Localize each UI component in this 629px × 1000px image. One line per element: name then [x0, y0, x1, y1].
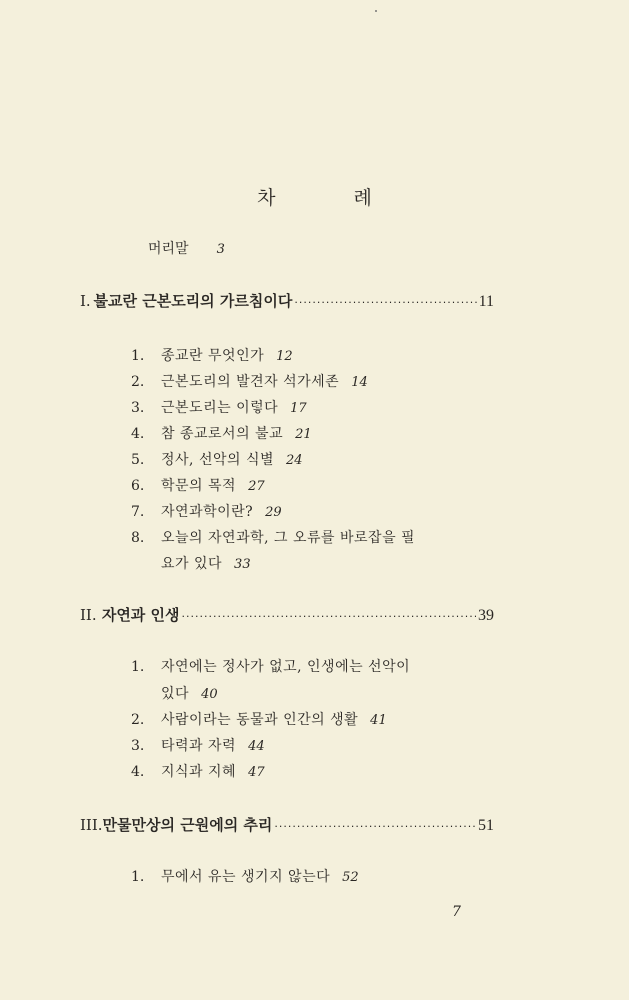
list-item: [131, 501, 282, 521]
list-item: [131, 709, 387, 729]
list-item: [131, 371, 368, 391]
item-number: 1.: [131, 659, 145, 675]
part-number: III.: [80, 816, 103, 834]
list-item: [131, 761, 265, 781]
item-text: 자연에는 정사가 없고, 인생에는 선악이: [161, 659, 411, 675]
list-item: [131, 735, 265, 755]
part-label: 불교란 근본도리의 가르침이다: [93, 292, 293, 310]
item-number: 7.: [131, 504, 145, 520]
item-number: 2.: [131, 374, 145, 390]
list-item-continuation: [161, 683, 218, 703]
item-text-continued: 있다: [161, 686, 190, 702]
preface-label: 머리말: [148, 241, 189, 257]
list-item: [131, 866, 359, 886]
item-text: 사람이라는 동물과 인간의 생활: [161, 712, 359, 728]
page-number: 7: [452, 904, 461, 920]
list-item-continuation: [161, 553, 251, 573]
title-char-2: 례: [353, 187, 372, 209]
item-text: 근본도리는 이렇다: [161, 400, 279, 416]
part-number: II.: [80, 606, 97, 624]
item-text: 지식과 지혜: [161, 764, 237, 780]
title-char-1: 차: [257, 187, 276, 209]
part-label: 자연과 인생: [101, 606, 180, 624]
preface-page: 3: [216, 242, 225, 257]
item-text: 정사, 선악의 식별: [161, 452, 275, 468]
item-number: 4.: [131, 426, 145, 442]
part-number: I.: [80, 292, 91, 310]
item-text: 학문의 목적: [161, 478, 237, 494]
item-page: 29: [265, 505, 282, 520]
item-number: 1.: [131, 348, 145, 364]
item-text-continued: 요가 있다: [161, 556, 223, 572]
item-number: 5.: [131, 452, 145, 468]
item-page: 44: [248, 739, 265, 754]
part-2-heading: [80, 604, 494, 625]
part-1-heading: [80, 290, 494, 311]
item-page: 24: [286, 453, 303, 468]
part-page: 39: [478, 607, 494, 624]
item-number: 4.: [131, 764, 145, 780]
item-page: 52: [342, 870, 359, 885]
item-page: 27: [248, 479, 265, 494]
item-text: 무에서 유는 생기지 않는다: [161, 869, 331, 885]
item-text: 종교란 무엇인가: [161, 348, 265, 364]
item-page: 33: [234, 557, 251, 572]
item-page: 21: [295, 427, 312, 442]
item-text: 타력과 자력: [161, 738, 237, 754]
item-page: 40: [201, 687, 218, 702]
item-text: 참 종교로서의 불교: [161, 426, 284, 442]
list-item: [131, 475, 265, 495]
item-page: 41: [370, 713, 387, 728]
part-page: 11: [478, 293, 494, 310]
leader-dots: [294, 296, 476, 309]
list-item: [131, 423, 312, 443]
list-item: [131, 449, 303, 469]
item-number: 3.: [131, 400, 145, 416]
paper-speck: [375, 10, 377, 12]
item-text: 자연과학이란?: [161, 504, 254, 520]
part-page: 51: [478, 817, 494, 834]
preface-entry: [148, 238, 225, 258]
item-page: 12: [276, 349, 293, 364]
item-number: 3.: [131, 738, 145, 754]
leader-dots: [182, 610, 476, 623]
toc-title: [0, 183, 629, 210]
list-item: [131, 397, 307, 417]
item-page: 17: [290, 401, 307, 416]
item-page: 14: [351, 375, 368, 390]
item-number: 8.: [131, 530, 145, 546]
list-item: [131, 527, 415, 547]
part-3-heading: [80, 814, 494, 835]
item-page: 47: [248, 765, 265, 780]
list-item: [131, 656, 410, 676]
part-label: 만물만상의 근원에의 추리: [102, 816, 273, 834]
leader-dots: [274, 820, 476, 833]
list-item: [131, 345, 293, 365]
item-number: 2.: [131, 712, 145, 728]
item-number: 1.: [131, 869, 145, 885]
item-number: 6.: [131, 478, 145, 494]
item-text: 근본도리의 발견자 석가세존: [161, 374, 340, 390]
item-text: 오늘의 자연과학, 그 오류를 바로잡을 필: [161, 530, 416, 546]
